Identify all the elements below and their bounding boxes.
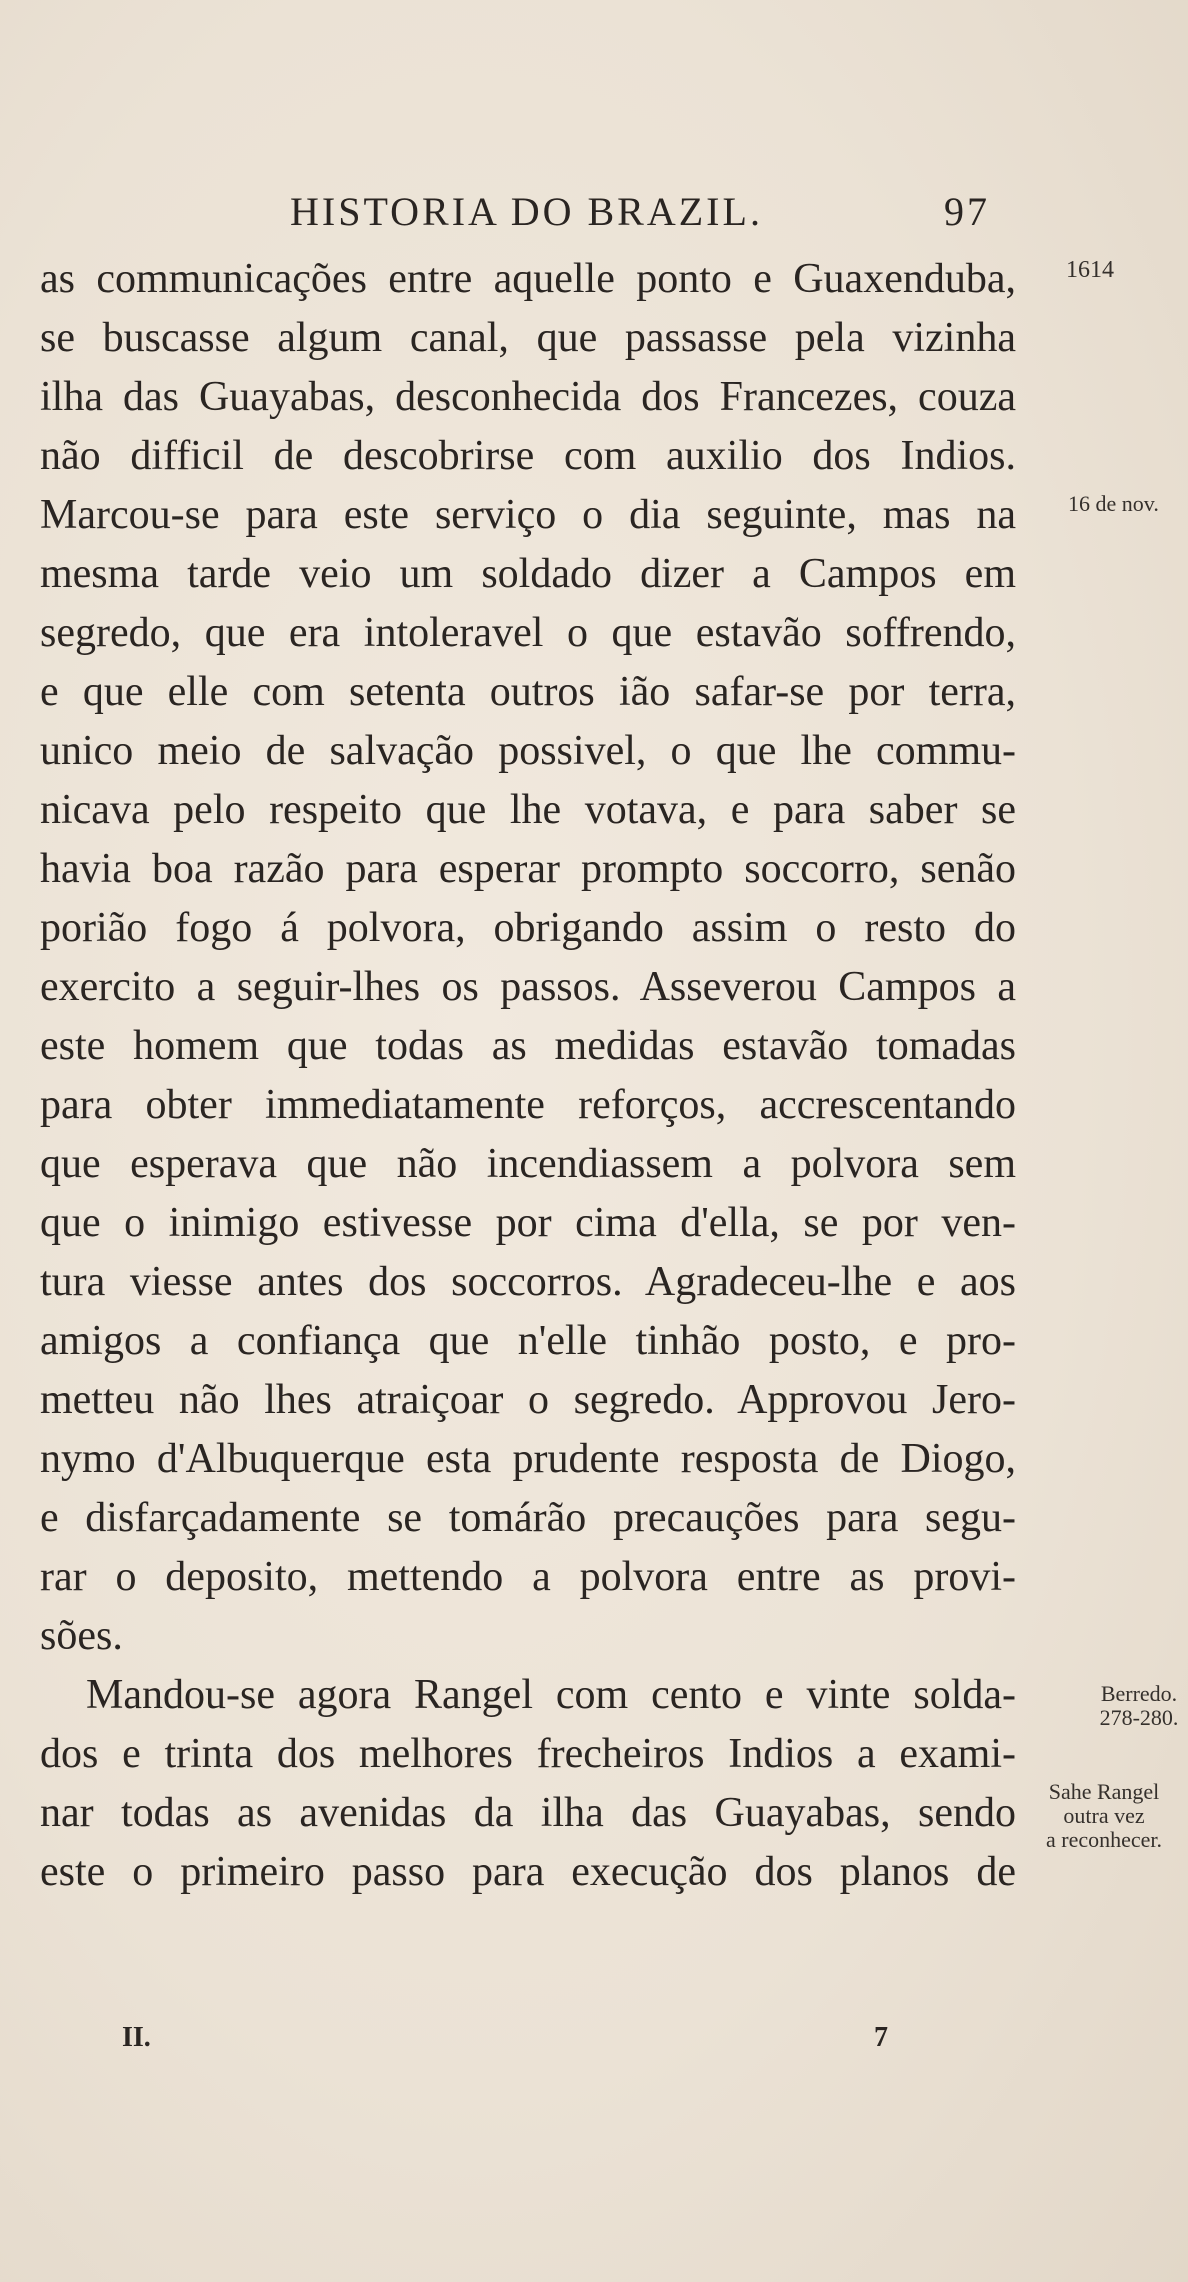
text-line: ilha das Guayabas, desconhecida dos Francezes, couza	[40, 374, 1016, 420]
signature-volume: II.	[122, 2022, 151, 2053]
text-line: Mandou-se agora Rangel com cento e vinte solda-	[86, 1672, 1016, 1718]
text-line: amigos a confiança que n'elle tinhão posto, e pro-	[40, 1318, 1016, 1364]
text-line: dos e trinta dos melhores frecheiros Indios a exami-	[40, 1731, 1016, 1777]
text-line: que o inimigo estivesse por cima d'ella, se por ven-	[40, 1200, 1016, 1246]
rangel-note-line: a reconhecer.	[1045, 1827, 1163, 1852]
margin-note-date: 16 de nov.	[1068, 491, 1159, 516]
text-line: não difficil de descobrirse com auxilio dos Indios.	[40, 433, 1016, 479]
text-line: para obter immediatamente reforços, accrescentando	[40, 1082, 1016, 1128]
text-line: rar o deposito, mettendo a polvora entre as provi-	[40, 1554, 1016, 1600]
text-line: se buscasse algum canal, que passasse pela vizinha	[40, 315, 1016, 361]
source-line: 278-280.	[1099, 1705, 1179, 1730]
text-line: segredo, que era intoleravel o que estavão soffrendo,	[40, 610, 1016, 656]
margin-note-year: 1614	[1066, 257, 1114, 283]
text-line: tura viesse antes dos soccorros. Agradeceu-lhe e aos	[40, 1259, 1016, 1305]
text-line: este homem que todas as medidas estavão tomadas	[40, 1023, 1016, 1069]
text-line: nar todas as avenidas da ilha das Guayabas, sendo	[40, 1790, 1016, 1836]
margin-note-source	[1092, 1682, 1186, 1730]
running-header	[290, 188, 990, 248]
text-line: havia boa razão para esperar prompto soccorro, senão	[40, 846, 1016, 892]
rangel-note-line: outra vez	[1063, 1803, 1145, 1828]
text-line: nymo d'Albuquerque esta prudente resposta de Diogo,	[40, 1436, 1016, 1482]
text-line: metteu não lhes atraiçoar o segredo. Approvou Jero-	[40, 1377, 1016, 1423]
margin-note-rangel	[1022, 1780, 1186, 1852]
text-line: que esperava que não incendiassem a polvora sem	[40, 1141, 1016, 1187]
text-line: porião fogo á polvora, obrigando assim o resto do	[40, 905, 1016, 951]
text-line: este o primeiro passo para execução dos planos de	[40, 1849, 1016, 1895]
text-line: exercito a seguir-lhes os passos. Asseverou Campos a	[40, 964, 1016, 1010]
body-text	[40, 250, 1016, 1902]
text-line: nicava pelo respeito que lhe votava, e para saber se	[40, 787, 1016, 833]
signature-number: 7	[874, 2022, 888, 2053]
page-number: 97	[944, 189, 990, 234]
rangel-note-line: Sahe Rangel	[1048, 1779, 1160, 1804]
text-line: mesma tarde veio um soldado dizer a Campos em	[40, 551, 1016, 597]
text-line: as communicações entre aquelle ponto e Guaxenduba,	[40, 256, 1016, 302]
text-line: unico meio de salvação possivel, o que lhe commu-	[40, 728, 1016, 774]
source-line: Berredo.	[1100, 1681, 1178, 1706]
text-line: Marcou-se para este serviço o dia seguinte, mas na	[40, 492, 1016, 538]
text-line: e que elle com setenta outros ião safar-se por terra,	[40, 669, 1016, 715]
running-title: HISTORIA DO BRAZIL.	[290, 189, 763, 234]
text-line: e disfarçadamente se tomárão precauções para segu-	[40, 1495, 1016, 1541]
text-line: sões.	[40, 1613, 123, 1659]
